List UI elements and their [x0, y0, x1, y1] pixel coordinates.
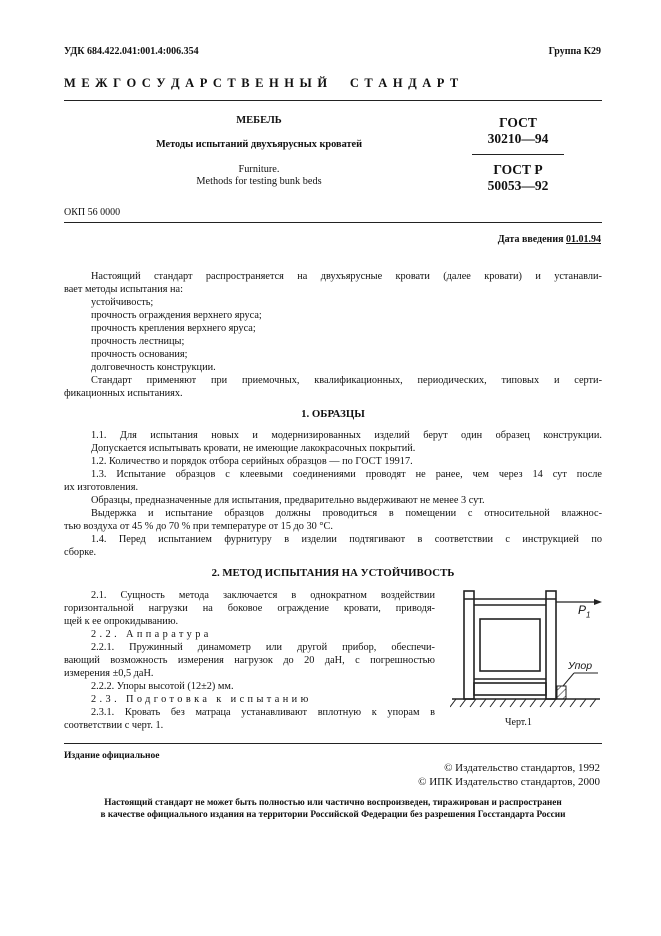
force-symbol: P: [578, 603, 587, 617]
intro-list-item: прочность лестницы;: [91, 336, 185, 347]
gost-number-1a: ГОСТ: [499, 115, 537, 130]
group-code: Группа К29: [548, 46, 601, 57]
s2-subheading: 2.2. Аппаратура: [91, 629, 212, 640]
s1-line: их изготовления.: [64, 482, 139, 493]
s2-line: горизонтальной нагрузки на боковое ограждение кровати, приводя-: [64, 603, 435, 614]
s2-line: 2.3.1. Кровать без матраца устанавливают вплотную к упорам в: [91, 707, 435, 718]
effective-date-label: Дата введения: [497, 234, 564, 245]
section-1-heading: 1. ОБРАЗЦЫ: [301, 408, 365, 420]
gost-number-2a: ГОСТ Р: [493, 162, 543, 177]
gost-number-2b: 50053—92: [487, 178, 549, 193]
figure-caption: Черт.1: [505, 717, 532, 728]
section-2-heading: 2. МЕТОД ИСПЫТАНИЯ НА УСТОЙЧИВОСТЬ: [211, 567, 455, 579]
title-rule: [64, 222, 602, 223]
s2-subheading: 2.3. Подготовка к испытанию: [91, 694, 312, 705]
reproduction-notice-1: Настоящий стандарт не может быть полностью или частично воспроизведен, тиражирован и распространен: [104, 798, 562, 808]
copyright-1992: © Издательство стандартов, 1992: [444, 762, 600, 774]
document-title: Методы испытаний двухъярусных кроватей: [155, 139, 363, 150]
intro-line-3: Стандарт применяют при приемочных, квалификационных, периодических, типовых и серти-: [91, 375, 602, 386]
stop-block: [557, 686, 566, 699]
s2-line: измерения ±0,5 даН.: [64, 668, 154, 679]
left-post: [464, 591, 474, 699]
effective-date: [498, 234, 601, 245]
force-subscript: 1: [586, 610, 591, 620]
banner-rule: [64, 100, 602, 101]
intro-line-2: вает методы испытания на:: [64, 284, 183, 295]
gost-divider: [472, 154, 564, 155]
footer-rule: [64, 743, 602, 744]
effective-date-value: 01.01.94: [566, 234, 601, 245]
s1-line: Допускается испытывать кровати, не имеющие лакокрасочных покрытий.: [91, 443, 416, 454]
s2-line: 2.1. Сущность метода заключается в однократном воздействии: [91, 590, 435, 601]
s1-line: Выдержка и испытание образцов должны проводиться в помещении с относительной влажнос-: [91, 508, 602, 519]
s2-line: 2.2.2. Упоры высотой (12±2) мм.: [91, 681, 234, 692]
copyright-2000: © ИПК Издательство стандартов, 2000: [418, 776, 600, 788]
s1-line: тью воздуха от 45 % до 70 % при температуре от 15 до 30 °С.: [64, 521, 333, 532]
okp-code: ОКП 56 0000: [64, 207, 121, 218]
intro-list-item: устойчивость;: [91, 297, 154, 308]
intro-list-item: прочность основания;: [91, 349, 188, 360]
s1-line: Образцы, предназначенные для испытания, предварительно выдерживают не менее 3 сут.: [91, 495, 485, 506]
s1-line: 1.4. Перед испытанием фурнитуру в изделии подтягивают в соответствии с инструкцией по: [91, 534, 602, 545]
intro-line-1: Настоящий стандарт распространяется на двухъярусные кровати (далее кровати) и устанавли-: [91, 271, 602, 282]
intro-list-item: долговечность конструкции.: [91, 362, 216, 373]
force-label: [578, 603, 590, 619]
reproduction-notice-2: в качестве официального издания на территории Российской Федерации без разрешения Госстандарта России: [100, 810, 566, 820]
gost-number-1b: 30210—94: [487, 131, 549, 146]
s2-line: щей к ее опрокидыванию.: [64, 616, 179, 627]
s1-line: 1.1. Для испытания новых и модернизированных изделий берут один образец конструкции.: [91, 430, 602, 441]
udk-code: УДК 684.422.041:001.4:006.354: [64, 46, 199, 57]
s2-line: 2.2.1. Пружинный динамометр или другой прибор, обеспечи-: [91, 642, 435, 653]
s2-line: соответствии с черт. 1.: [64, 720, 164, 731]
lower-rail: [474, 683, 546, 695]
upper-panel: [480, 619, 540, 671]
official-edition: Издание официальное: [64, 751, 160, 761]
s1-line: 1.3. Испытание образцов с клеевыми соединениями проводят не ранее, чем через 14 сут после: [91, 469, 602, 480]
intro-list-item: прочность ограждения верхнего яруса;: [91, 310, 262, 321]
stop-label: Упор: [568, 660, 593, 672]
s1-line: сборке.: [64, 547, 97, 558]
right-post: [546, 591, 556, 699]
s2-line: вающий возможность измерения нагрузок до 20 даН, с погрешностью: [64, 655, 435, 666]
title-en-line-2: Methods for testing bunk beds: [196, 176, 322, 187]
s1-line: 1.2. Количество и порядок отбора серийных образцов — по ГОСТ 19917.: [91, 456, 413, 467]
intro-line-4: фикационных испытаниях.: [64, 388, 183, 399]
intro-list-item: прочность крепления верхнего яруса;: [91, 323, 256, 334]
title-en-line-1: Furniture.: [238, 164, 280, 175]
standard-banner: М Е Ж Г О С У Д А Р С Т В Е Н Н Ы Й С Т А Н Д А Р Т: [64, 76, 460, 90]
subject-heading: МЕБЕЛЬ: [236, 115, 282, 126]
